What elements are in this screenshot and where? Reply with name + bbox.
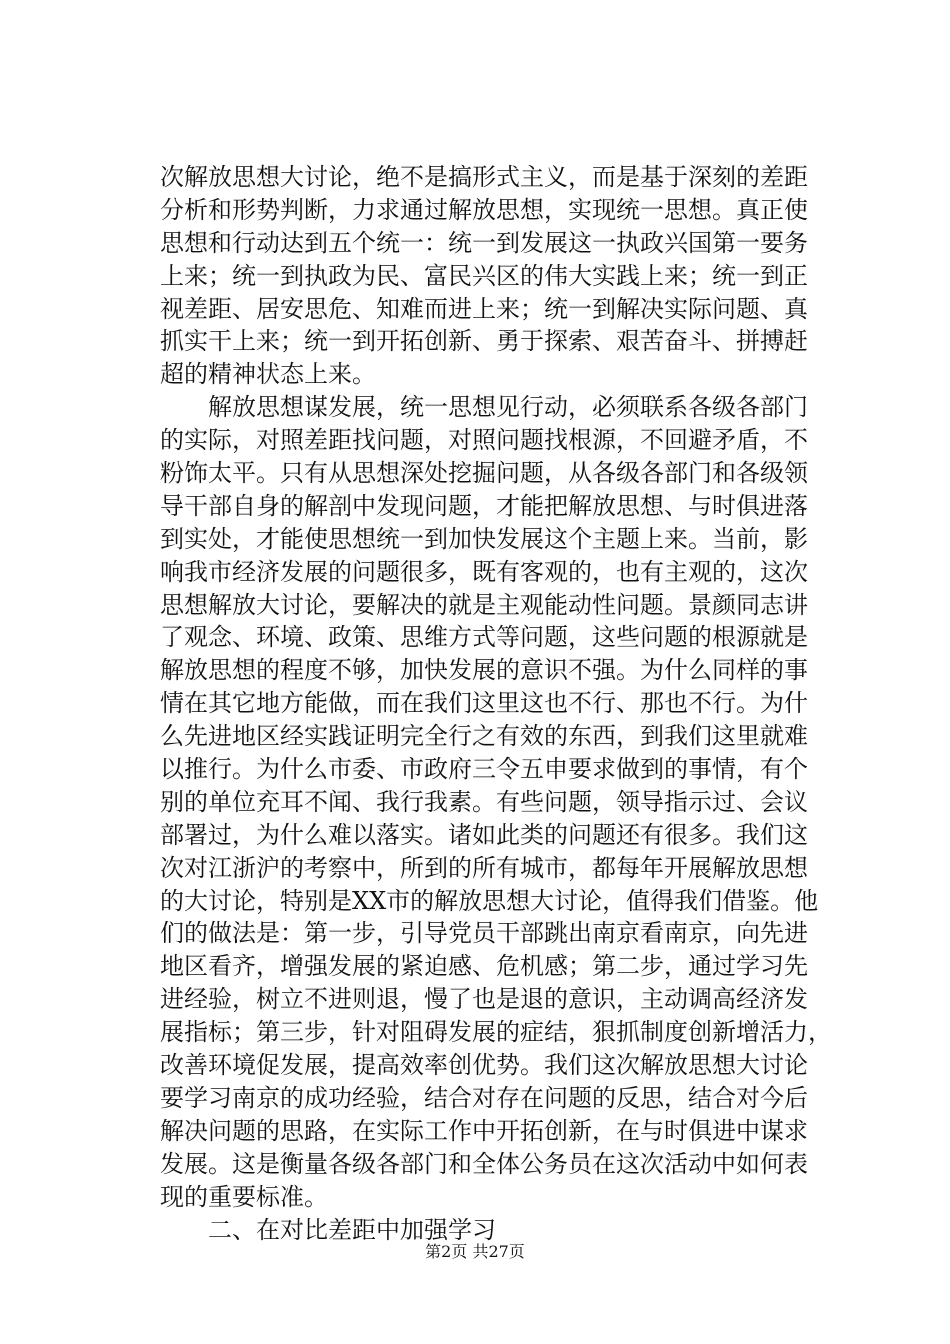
text-line: 们的做法是：第一步，引导党员干部跳出南京看南京，向先进 xyxy=(160,919,808,948)
text-line: 么先进地区经实践证明完全行之有效的东西，到我们这里就难 xyxy=(160,722,808,751)
text-line: 分析和形势判断，力求通过解放思想，实现统一思想。真正使 xyxy=(160,195,808,224)
text-line: 解决问题的思路，在实际工作中开拓创新，在与时俱进中谋求 xyxy=(160,1116,808,1145)
text-line: 部署过，为什么难以落实。诸如此类的问题还有很多。我们这 xyxy=(160,820,808,849)
text-line: 情在其它地方能做，而在我们这里这也不行、那也不行。为什 xyxy=(160,689,808,718)
text-line: 要学习南京的成功经验，结合对存在问题的反思，结合对今后 xyxy=(160,1083,808,1112)
text-line: 次解放思想大讨论，绝不是搞形式主义，而是基于深刻的差距 xyxy=(160,163,808,191)
document-body xyxy=(160,161,832,1246)
text-line: 的大讨论，特别是XX市的解放思想大讨论，值得我们借鉴。他 xyxy=(160,886,819,915)
text-line: 导干部自身的解剖中发现问题，才能把解放思想、与时俱进落 xyxy=(160,491,808,520)
text-line: 响我市经济发展的问题很多，既有客观的，也有主观的，这次 xyxy=(160,557,808,586)
text-line: 发展。这是衡量各级各部门和全体公务员在这次活动中如何表 xyxy=(160,1149,808,1178)
text-line: 上来；统一到执政为民、富民兴区的伟大实践上来；统一到正 xyxy=(160,261,808,290)
text-line: 超的精神状态上来。 xyxy=(160,360,376,389)
text-line: 改善环境促发展，提高效率创优势。我们这次解放思想大讨论 xyxy=(160,1051,808,1080)
text-line: 以推行。为什么市委、市政府三令五申要求做到的事情，有个 xyxy=(160,755,808,784)
text-line: 粉饰太平。只有从思想深处挖掘问题，从各级各部门和各级领 xyxy=(160,459,808,488)
text-line: 解放思想谋发展，统一思想见行动，必须联系各级各部门 xyxy=(208,393,808,422)
text-line: 地区看齐，增强发展的紧迫感、危机感；第二步，通过学习先 xyxy=(160,952,808,981)
page-number-label: 第2页 共27页 xyxy=(425,1242,525,1261)
text-line: 的实际，对照差距找问题，对照问题找根源，不回避矛盾，不 xyxy=(160,426,808,455)
paragraph xyxy=(160,161,808,391)
paragraph xyxy=(160,391,832,1213)
text-line: 进经验，树立不进则退，慢了也是退的意识，主动调高经济发 xyxy=(160,985,808,1014)
text-line: 了观念、环境、政策、思维方式等问题，这些问题的根源就是 xyxy=(160,623,808,652)
text-line: 二、在对比差距中加强学习 xyxy=(208,1215,496,1244)
text-line: 展指标；第三步，针对阻碍发展的症结，狠抓制度创新增活力， xyxy=(160,1018,832,1047)
text-line: 解放思想的程度不够，加快发展的意识不强。为什么同样的事 xyxy=(160,656,808,685)
text-line: 抓实干上来；统一到开拓创新、勇于探索、艰苦奋斗、拼搏赶 xyxy=(160,327,808,356)
text-line: 到实处，才能使思想统一到加快发展这个主题上来。当前，影 xyxy=(160,524,808,553)
text-line: 别的单位充耳不闻、我行我素。有些问题，领导指示过、会议 xyxy=(160,787,808,816)
text-line: 次对江浙沪的考察中，所到的所有城市，都每年开展解放思想 xyxy=(160,853,808,882)
text-line: 思想解放大讨论，要解决的就是主观能动性问题。景颜同志讲 xyxy=(160,590,808,619)
text-line: 视差距、居安思危、知难而进上来；统一到解决实际问题、真 xyxy=(160,294,808,323)
text-line: 思想和行动达到五个统一：统一到发展这一执政兴国第一要务 xyxy=(160,228,808,257)
page-footer xyxy=(0,1240,950,1264)
text-line: 现的重要标准。 xyxy=(160,1182,328,1211)
